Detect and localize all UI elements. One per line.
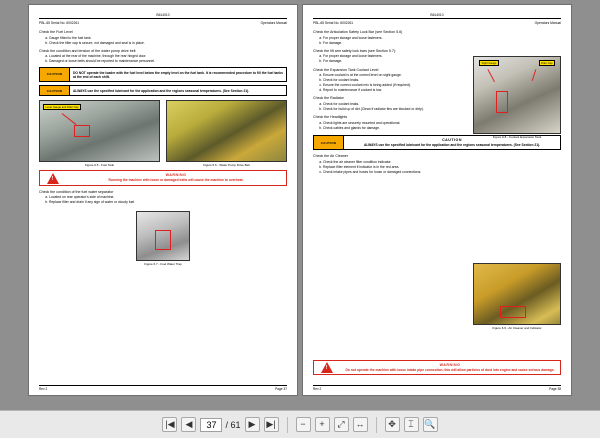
figure-image-fuel-tank [39, 100, 160, 162]
list-item: a. Located on rear operator's side of machine. [49, 195, 287, 199]
callout-leader-line [62, 114, 77, 126]
figure-image-fuel-water-trap [136, 211, 190, 261]
toolbar-divider [376, 417, 377, 433]
figure-fuel-tank [39, 100, 160, 167]
model-serial-left: PBL-65 Serial No. 6002261 [39, 21, 80, 25]
header-rule-left [39, 18, 287, 19]
warning-message: Do not operate the machine with loose intake pipe connection, this will allow particles of dust into engine and cause serious damage. [345, 367, 555, 372]
figure-drive-belt [166, 100, 287, 167]
callout-highlight-box [155, 230, 171, 250]
callout-filler-cap: Filler Cap [539, 60, 556, 66]
list-item: c. Ensure the correct coolant mix is being added (if required). [323, 83, 462, 87]
list-item: b. Replace filter element if indicator is in the red area. [323, 165, 457, 169]
text-column-right [313, 30, 462, 92]
manual-type-right: Operators Manual [534, 21, 561, 25]
warning-box-belt [39, 170, 287, 185]
figure-fuel-water-trap [136, 211, 190, 266]
figure-caption: Figure 6.7 - Fuel Water Trap [144, 261, 182, 266]
manual-type-left: Operators Manual [260, 21, 287, 25]
section-title-air-cleaner: Check the Air Cleaner [313, 154, 348, 159]
section-title-radiator: Check the Radiator [313, 96, 344, 101]
callout-leader-line [532, 69, 536, 81]
model-serial-right: PBL-65 Serial No. 6002261 [313, 21, 354, 25]
text-select-icon: ⌶ [408, 419, 414, 429]
first-page-button[interactable] [162, 417, 177, 432]
header-rule-right [313, 18, 561, 19]
search-icon: 🔍 [424, 419, 436, 429]
warning-body [340, 361, 560, 374]
caution-badge: CAUTION [40, 86, 70, 95]
caution-box-lubricant [39, 85, 287, 96]
fit-page-icon: ⤢ [337, 419, 345, 429]
caution-message: ALWAYS use the specified lubricant for the application and the regions seasonal temperatures. (See Section 21). [363, 143, 541, 148]
text-select-button[interactable] [404, 417, 419, 432]
caution-body [70, 68, 286, 82]
section-title-water-separator: Check the condition of the fuel water separator [39, 189, 114, 194]
pan-tool-icon: ✥ [388, 419, 396, 429]
page-header-id-right: B614010 [430, 13, 444, 17]
list-item: b. Check for coolant leaks. [323, 78, 462, 82]
viewer-toolbar[interactable] [0, 410, 600, 438]
section-title-articulation-lock: Check the Articulation Safety Lock Bar (see Section 5.6) [313, 30, 403, 34]
list-radiator [313, 102, 462, 111]
list-item: a. For proper storage and loose fasteners. [323, 36, 462, 40]
caution-badge: CAUTION [40, 68, 70, 82]
previous-page-icon: ◀ [185, 419, 193, 429]
text-column-right-3 [313, 154, 457, 174]
page-footer-right [313, 385, 561, 392]
warning-triangle-icon [321, 362, 333, 373]
section-title-drive-belt: Check the condition and tension of the water pump drive belt [39, 48, 136, 53]
figure-image-air-cleaner [473, 263, 561, 325]
list-fuel-level [39, 36, 287, 45]
zoom-in-button[interactable] [315, 417, 330, 432]
document-page-left[interactable] [28, 4, 298, 396]
callout-lever-gauge: Lever Gauge and Filler Cap [43, 104, 81, 110]
page-spread [0, 4, 600, 402]
section-title-expansion-tank: Check the Expansion Tank Coolant Level [313, 67, 379, 72]
list-item: a. For proper storage and loose fasteners. [323, 54, 462, 58]
page-content-left [39, 30, 287, 382]
list-item: b. Check the filler cap is secure, not damaged and seal is in place. [49, 41, 287, 45]
list-item: a. Check the air cleaner filter condition indicator. [323, 160, 457, 164]
fit-page-button[interactable] [334, 417, 349, 432]
callout-highlight-box [74, 125, 90, 137]
figure-image-drive-belt [166, 100, 287, 162]
footer-revision: Rev 2 [39, 387, 48, 391]
section-title-lift-arm-lock: Check the lift arm safety lock bars (see Section 5.7): [313, 48, 397, 53]
list-item: a. Gauge fitted to the fuel tank. [49, 36, 287, 40]
list-expansion-tank [313, 73, 462, 92]
next-page-icon: ▶ [248, 419, 256, 429]
list-item: b. Check for build up of dirt (Clean if radiator fins are blocked or dirty). [323, 107, 462, 111]
figure-image-coolant-tank [473, 56, 561, 134]
fit-width-icon: ↔ [355, 419, 365, 429]
warning-body [66, 171, 286, 184]
warning-badge [40, 171, 66, 184]
list-drive-belt [39, 54, 287, 63]
figure-coolant-tank [473, 56, 561, 139]
list-item: b. For damage. [323, 59, 462, 63]
caution-message: ALWAYS use the specified lubricant for the application and the regions seasonal temperatures. (See Section 21). [73, 89, 250, 94]
list-item: b. Replace filter and drain if any sign of water or cloudy fuel. [49, 200, 287, 204]
list-item: b. For damage. [323, 41, 462, 45]
caution-message: DO NOT operate the loader with the fuel level below the empty level on the fuel tank. It is recommended procedure to fill the fuel tanks at the end of each shift. [73, 70, 283, 79]
footer-revision: Rev 2 [313, 387, 322, 391]
warning-title: WARNING [165, 173, 187, 178]
zoom-in-icon: + [319, 419, 325, 429]
warning-title: WARNING [439, 362, 461, 367]
zoom-out-icon: − [300, 419, 306, 429]
list-air-cleaner [313, 160, 457, 174]
callout-sight-gauge: Sight Gauge [479, 60, 499, 66]
toolbar-divider [287, 417, 288, 433]
list-water-separator [39, 195, 287, 204]
list-item: b. Damaged or loose belts should be reported to maintenance personnel. [49, 59, 287, 63]
page-total-label: / 61 [225, 419, 241, 430]
page-footer-left [39, 385, 287, 392]
list-item: a. Check lights are securely mounted and operational. [323, 121, 462, 125]
caution-title: CAUTION [442, 138, 462, 143]
warning-badge [314, 361, 340, 374]
page-subheader-left [39, 21, 287, 26]
footer-page-number: Page 37 [275, 387, 287, 391]
search-button[interactable] [423, 417, 438, 432]
pan-tool-button[interactable] [385, 417, 400, 432]
warning-triangle-icon [47, 173, 59, 184]
list-lift-arm-lock [313, 54, 462, 63]
fit-width-button[interactable] [353, 417, 368, 432]
list-item: a. Located at the rear of the machine, through the rear hinged door. [49, 54, 287, 58]
caution-badge: CAUTION [314, 136, 344, 149]
list-item: b. Check cables and glands for damage. [323, 126, 462, 130]
figure-air-cleaner [473, 263, 561, 330]
list-item: c. Check intake pipes and hoses for loose or damaged connections. [323, 170, 457, 174]
footer-page-number: Page 38 [549, 387, 561, 391]
page-subheader-right [313, 21, 561, 26]
page-number-input[interactable] [200, 418, 222, 432]
list-headlights [313, 121, 462, 130]
list-articulation-lock [313, 36, 462, 45]
figure-caption: Figure 6.5 - Fuel Tank [84, 163, 115, 168]
list-item: a. Ensure coolant is at the correct level on sight gauge. [323, 73, 462, 77]
warning-message: Running the machine with loose or damaged belts will cause the machine to overheat. [108, 178, 244, 183]
list-item: d. Report to maintenance if coolant is low. [323, 88, 462, 92]
page-header-id-left: B614010 [156, 13, 170, 17]
callout-highlight-box [496, 91, 508, 113]
section-title-fuel-level: Check the Fuel Level [39, 30, 73, 34]
page-content-right [313, 30, 561, 382]
figure-caption: Figure 6.9 - Air Cleaner and Indicator [492, 326, 542, 330]
document-page-right[interactable] [302, 4, 572, 396]
last-page-button[interactable] [264, 417, 279, 432]
last-page-icon: ▶| [266, 419, 276, 429]
figure-caption: Figure 6.8 - Coolant Expansion Tank [492, 135, 542, 139]
page-number-control[interactable] [200, 418, 240, 432]
callout-leader-line [488, 69, 495, 82]
warning-box-intake [313, 360, 561, 375]
callout-highlight-box [500, 306, 526, 318]
next-page-button[interactable] [245, 417, 260, 432]
caution-box-fuel [39, 67, 287, 83]
section-title-headlights: Check the Headlights [313, 115, 348, 120]
text-column-right-2 [313, 96, 462, 130]
previous-page-button[interactable] [181, 417, 196, 432]
first-page-icon: |◀ [165, 419, 175, 429]
list-item: a. Check for coolant leaks. [323, 102, 462, 106]
figure-caption: Figure 6.6 - Water Pump Drive Belt [203, 163, 250, 168]
caution-body [70, 86, 286, 95]
figure-row-left [39, 100, 287, 167]
zoom-out-button[interactable] [296, 417, 311, 432]
